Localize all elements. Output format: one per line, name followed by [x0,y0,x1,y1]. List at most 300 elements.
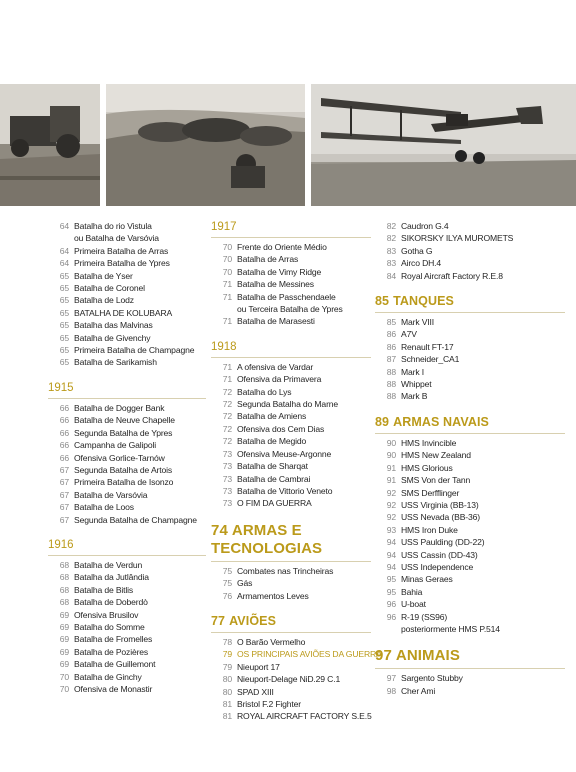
entry-page-number: 64 [59,258,69,269]
entry-page-number: 71 [222,374,232,385]
entry-title: Mark B [401,391,428,402]
entry-title: HMS Glorious [401,462,453,473]
entry-title: Cher Ami [401,685,436,696]
entry-page-number: 69 [59,646,69,657]
entry-page-number: 73 [222,473,232,484]
entry-page-number: 72 [222,386,232,397]
chapter-heading [375,415,565,434]
entry-page-number: 95 [386,574,396,585]
entry-page-number: 91 [386,462,396,473]
toc-entry[interactable] [375,341,565,353]
section-animais [375,647,565,697]
entry-page-number: 72 [222,411,232,422]
entry-page-number [211,303,237,315]
entry-list [211,241,371,328]
entry-title: SPAD XIII [237,686,274,697]
toc-entry[interactable] [375,573,565,585]
entry-title: Schneider_CA1 [401,354,460,365]
entry-title: USS Virginia (BB-13) [401,499,479,510]
entry-title: Ofensiva Meuse-Argonne [237,448,332,459]
entry-title: Airco DH.4 [401,258,442,269]
entry-title: R-19 (SS96) [401,611,448,622]
entry-page-number: 68 [59,597,69,608]
entry-list [211,565,371,602]
entry-title: Primeira Batalha de Champagne [74,345,195,356]
biplane-photo [311,84,576,206]
entry-list [48,402,206,526]
entry-page-number: 64 [59,245,69,256]
entry-title: Batalha de Messines [237,279,314,290]
entry-title: Batalha de Megido [237,436,307,447]
entry-page-number: 81 [222,711,232,722]
entry-title: Segunda Batalha do Marne [237,399,339,410]
toc-entry[interactable] [375,499,565,511]
toc-entry[interactable] [375,511,565,523]
entry-page-number: 97 [386,673,396,684]
soldiers-photo [106,84,305,206]
entry-title: Primeira Batalha de Arras [74,245,169,256]
toc-entry[interactable] [48,646,206,658]
toc-entry[interactable] [375,232,565,244]
toc-entry[interactable] [48,344,206,356]
entry-page-number: 75 [222,565,232,576]
entry-title: USS Cassin (DD-43) [401,549,478,560]
toc-entry[interactable] [375,353,565,365]
entry-list [375,672,565,697]
entry-page-number: 69 [59,659,69,670]
toc-entry[interactable] [211,435,371,447]
toc-entry[interactable] [211,577,371,589]
entry-page-number: 88 [386,379,396,390]
entry-title: Combates nas Trincheiras [237,565,334,576]
toc-entry[interactable] [211,590,371,602]
entry-page-number: 70 [222,266,232,277]
entry-page-number: 65 [59,295,69,306]
toc-entry[interactable] [211,241,371,253]
entry-title: Armamentos Leves [237,590,309,601]
toc-entry[interactable] [375,487,565,499]
toc-entry[interactable] [375,390,565,402]
toc-entry[interactable] [48,683,206,695]
toc-entry[interactable] [48,414,206,426]
entry-page-number: 67 [59,489,69,500]
entry-page-number: 71 [222,361,232,372]
toc-entry[interactable] [48,559,206,571]
toc-entry[interactable] [211,661,371,673]
entry-page-number: 69 [59,634,69,645]
entry-title: BATALHA DE KOLUBARA [74,307,173,318]
toc-entry[interactable] [48,319,206,331]
section-armas-tecnologias [211,522,371,602]
toc-entry[interactable] [211,398,371,410]
entry-page-number: 96 [386,611,396,622]
entry-page-number: 94 [386,537,396,548]
entry-page-number: 73 [222,498,232,509]
entry-title: Batalha de Ginchy [74,671,142,682]
toc-entry[interactable] [48,282,206,294]
entry-page-number: 78 [222,636,232,647]
entry-title: Batalha de Vimy Ridge [237,266,322,277]
entry-title: Batalha de Lodz [74,295,134,306]
entry-title: Segunda Batalha de Champagne [74,514,197,525]
entry-title: Renault FT-17 [401,341,454,352]
toc-entry[interactable] [375,549,565,561]
toc-entry[interactable] [48,633,206,645]
entry-page-number: 93 [386,524,396,535]
entry-title: Ofensiva Gorlice-Tarnów [74,452,165,463]
entry-page-number: 70 [59,671,69,682]
entry-page-number: 79 [222,649,232,660]
chapter-heading [375,294,565,313]
toc-entry[interactable] [48,596,206,608]
entry-page-number: 94 [386,561,396,572]
entry-title: Campanha de Galipoli [74,440,157,451]
entry-page-number: 82 [386,233,396,244]
toc-entry[interactable] [48,220,206,232]
entry-title: Ofensiva de Monastir [74,684,153,694]
toc-entry[interactable] [375,623,565,635]
entry-title: ou Terceira Batalha de Ypres [237,304,343,315]
entry-page-number: 71 [222,279,232,290]
entry-page-number: 86 [386,341,396,352]
entry-page-number: 83 [386,245,396,256]
toc-entry[interactable] [375,672,565,684]
toc-entry[interactable] [375,328,565,340]
toc-entry[interactable] [48,671,206,683]
entry-page-number: 70 [222,242,232,252]
toc-entry[interactable] [211,423,371,435]
entry-page-number: 95 [386,586,396,597]
toc-entry[interactable] [211,473,371,485]
entry-title: Batalha de Neuve Chapelle [74,415,175,426]
entry-page-number: 75 [222,578,232,589]
toc-entry[interactable] [211,636,371,648]
entry-title: Mark VIII [401,317,435,328]
entry-page-number: 65 [59,307,69,318]
entry-list [375,220,565,282]
section-1918 [211,340,371,510]
entry-title: Minas Geraes [401,574,453,585]
toc-entry[interactable] [211,303,371,315]
entry-title: Gás [237,578,253,589]
toc-entry[interactable] [375,366,565,378]
toc-entry[interactable] [211,710,371,722]
toc-entry[interactable] [211,253,371,265]
entry-title: OS PRINCIPAIS AVIÕES DA GUERRA [237,649,382,660]
year-heading: 1916 [48,538,206,556]
year-heading: 1918 [211,340,371,358]
entry-page-number: 65 [59,320,69,331]
entry-title: U-boat [401,599,426,610]
entry-page-number: 92 [386,512,396,523]
toc-entry[interactable] [375,474,565,486]
entry-title: Batalha de Pozières [74,646,149,657]
entry-page-number: 94 [386,549,396,560]
toc-entry[interactable] [48,439,206,451]
toc-entry[interactable] [48,257,206,269]
toc-entry[interactable] [211,373,371,385]
entry-title: Gotha G [401,245,433,256]
entry-title: Batalha de Yser [74,270,133,281]
toc-entry[interactable] [375,257,565,269]
toc-column-1 [48,220,206,695]
toc-entry[interactable] [48,621,206,633]
entry-page-number: 86 [386,329,396,340]
toc-entry[interactable] [375,316,565,328]
entry-title: Batalha de Givenchy [74,332,151,343]
entry-page-number: 72 [222,399,232,410]
entry-title: Royal Aircraft Factory R.E.8 [401,270,503,281]
toc-column-3 [375,220,565,697]
photo-strip [0,84,576,206]
entry-title: Segunda Batalha de Artois [74,464,173,475]
entry-page-number: 90 [386,450,396,461]
entry-page-number: 66 [59,440,69,451]
entry-title: Batalha de Sarikamish [74,357,157,368]
entry-page-number: 71 [222,316,232,327]
toc-entry[interactable] [211,278,371,290]
section-avioes [211,613,382,723]
toc-entry[interactable] [375,524,565,536]
toc-entry[interactable] [211,565,371,577]
section-avioes-continued [375,220,565,282]
toc-entry[interactable] [48,245,206,257]
section-armas-navais [375,415,565,636]
entry-title: Batalha da Jutlândia [74,572,149,583]
entry-page-number: 67 [59,514,69,525]
entry-title: Batalha de Vittorio Veneto [237,485,333,496]
entry-title: Batalha de Bitlis [74,584,134,595]
entry-list [48,559,206,695]
entry-title: Batalha de Guillemont [74,659,156,670]
toc-entry[interactable] [48,514,206,526]
entry-title: Sargento Stubby [401,673,463,684]
entry-page-number: 65 [59,345,69,356]
entry-page-number: 69 [59,609,69,620]
entry-title: Batalha de Fromelles [74,634,153,645]
toc-entry[interactable] [375,561,565,573]
entry-title: Bahia [401,586,423,597]
toc-entry[interactable] [375,220,565,232]
chapter-heading [211,614,371,633]
toc-entry[interactable] [48,402,206,414]
entry-page-number: 92 [386,499,396,510]
entry-title: SMS Derfflinger [401,487,460,498]
toc-column-2 [211,220,382,723]
toc-entry[interactable] [48,609,206,621]
entry-page-number: 88 [386,391,396,402]
entry-page-number: 68 [59,584,69,595]
chapter-page-number: 85 [375,294,390,309]
entry-title: Batalha de Passchendaele [237,291,336,302]
toc-entry[interactable] [375,437,565,449]
entry-page-number: 80 [222,674,232,685]
entry-title: Batalha de Cambrai [237,473,311,484]
entry-page-number: 67 [59,502,69,513]
toc-entry[interactable] [375,586,565,598]
entry-title: USS Nevada (BB-36) [401,512,480,523]
entry-page-number: 67 [59,477,69,488]
entry-title: Batalha de Doberdò [74,597,148,608]
section-1915 [48,381,206,526]
toc-entry[interactable] [375,685,565,697]
toc-entry[interactable] [211,485,371,497]
toc-entry[interactable] [375,611,565,623]
entry-title: SMS Von der Tann [401,475,471,486]
entry-page-number: 91 [386,475,396,486]
chapter-page-number: 74 [211,521,228,539]
entry-title: USS Independence [401,561,474,572]
section-1917 [211,220,371,328]
entry-title: A7V [401,329,417,340]
entry-title: HMS New Zealand [401,450,471,461]
entry-page-number: 88 [386,366,396,377]
entry-title: A ofensiva de Vardar [237,361,314,372]
entry-page-number: 92 [386,487,396,498]
toc-entry[interactable] [48,571,206,583]
toc-entry[interactable] [375,462,565,474]
entry-page-number: 96 [386,599,396,610]
toc-entry[interactable] [211,315,371,327]
entry-page-number: 82 [386,221,396,231]
chapter-title: ANIMAIS [395,647,460,665]
chapter-title: ARMAS NAVAIS [393,414,489,429]
entry-page-number: 72 [222,423,232,434]
toc-entry[interactable] [211,386,371,398]
entry-title: posteriormente HMS P.514 [401,623,500,634]
toc-entry[interactable] [211,361,371,373]
entry-title: HMS Invincible [401,437,457,448]
entry-title: Frente do Oriente Médio [237,242,327,252]
entry-title: Batalha de Dogger Bank [74,402,165,413]
entry-title: Segunda Batalha de Ypres [74,427,173,438]
chapter-title: ARMAS E TECNOLOGIAS [211,521,323,557]
toc-entry[interactable] [375,536,565,548]
year-heading: 1917 [211,220,371,238]
toc-entry[interactable] [375,245,565,257]
toc-entry[interactable] [211,497,371,509]
entry-page-number: 65 [59,332,69,343]
entry-page-number: 80 [222,686,232,697]
entry-title: SIKORSKY ILYA MUROMETS [401,233,514,244]
entry-title: Caudron G.4 [401,221,449,231]
entry-title: Batalha do Somme [74,621,145,632]
section-tanques [375,294,565,403]
entry-title: Batalha de Loos [74,502,134,513]
entry-page-number: 66 [59,415,69,426]
entry-page-number: 79 [222,661,232,672]
toc-entry[interactable] [211,673,371,685]
toc-entry[interactable] [48,658,206,670]
toc-entry[interactable] [211,410,371,422]
entry-page-number: 70 [59,684,69,694]
entry-list [211,361,371,510]
toc-entry[interactable] [48,476,206,488]
entry-page-number: 73 [222,485,232,496]
entry-title: Ofensiva dos Cem Dias [237,423,325,434]
chapter-page-number: 97 [375,647,392,665]
entry-page-number: 81 [222,698,232,709]
entry-title: Batalha do rio Vistula [74,221,152,231]
entry-title: Nieuport-Delage NiD.29 C.1 [237,674,341,685]
toc-entry[interactable] [375,270,565,282]
toc-entry[interactable] [375,598,565,610]
entry-title: Batalha de Verdun [74,559,143,570]
section-1916 [48,538,206,695]
entry-page-number: 69 [59,621,69,632]
toc-entry[interactable] [211,698,371,710]
toc-entry[interactable] [48,501,206,513]
toc-entry[interactable] [211,266,371,278]
toc-entry[interactable] [48,307,206,319]
chapter-page-number: 89 [375,414,390,429]
entry-page-number [375,623,401,635]
entry-page-number: 85 [386,317,396,328]
toc-entry[interactable] [375,378,565,390]
toc-entry[interactable] [211,291,371,303]
toc-entry[interactable] [48,584,206,596]
toc-entry[interactable] [211,686,371,698]
toc-entry[interactable] [48,294,206,306]
toc-entry[interactable] [48,452,206,464]
entry-title: Whippet [401,379,432,390]
entry-title: Batalha de Marasesti [237,316,315,327]
entry-page-number: 83 [386,258,396,269]
entry-title: Ofensiva da Primavera [237,374,322,385]
toc-entry[interactable] [48,356,206,368]
toc-entry[interactable] [211,648,382,660]
entry-title: HMS Iron Duke [401,524,458,535]
entry-page-number: 71 [222,291,232,302]
toc-entry[interactable] [48,464,206,476]
chapter-title: AVIÕES [229,613,277,628]
entry-page-number: 73 [222,448,232,459]
entry-page-number: 72 [222,436,232,447]
entry-page-number: 65 [59,270,69,281]
toc-entry[interactable] [48,489,206,501]
toc-entry[interactable] [48,270,206,282]
toc-entry[interactable] [48,232,206,244]
entry-title: Batalha do Lys [237,386,292,397]
toc-entry[interactable] [211,448,371,460]
entry-page-number: 76 [222,590,232,601]
toc-entry[interactable] [48,427,206,439]
section-1914-continued [48,220,206,369]
entry-page-number: 98 [386,685,396,696]
entry-title: ROYAL AIRCRAFT FACTORY S.E.5 [237,711,372,722]
chapter-heading [211,522,371,562]
entry-page-number: 67 [59,464,69,475]
entry-page-number: 65 [59,357,69,368]
toc-entry[interactable] [211,460,371,472]
chapter-page-number: 77 [211,613,226,628]
entry-title: O FIM DA GUERRA [237,498,312,509]
tractor-photo [0,84,100,206]
toc-entry[interactable] [48,332,206,344]
year-heading: 1915 [48,381,206,399]
entry-title: Batalha das Malvinas [74,320,153,331]
entry-page-number: 90 [386,437,396,448]
entry-page-number [48,232,74,244]
entry-page-number: 66 [59,402,69,413]
toc-entry[interactable] [375,449,565,461]
chapter-heading [375,647,565,669]
entry-page-number: 66 [59,427,69,438]
entry-list [375,437,565,636]
entry-title: Primeira Batalha de Isonzo [74,477,174,488]
entry-list [375,316,565,403]
entry-title: ou Batalha de Varsóvia [74,233,159,244]
